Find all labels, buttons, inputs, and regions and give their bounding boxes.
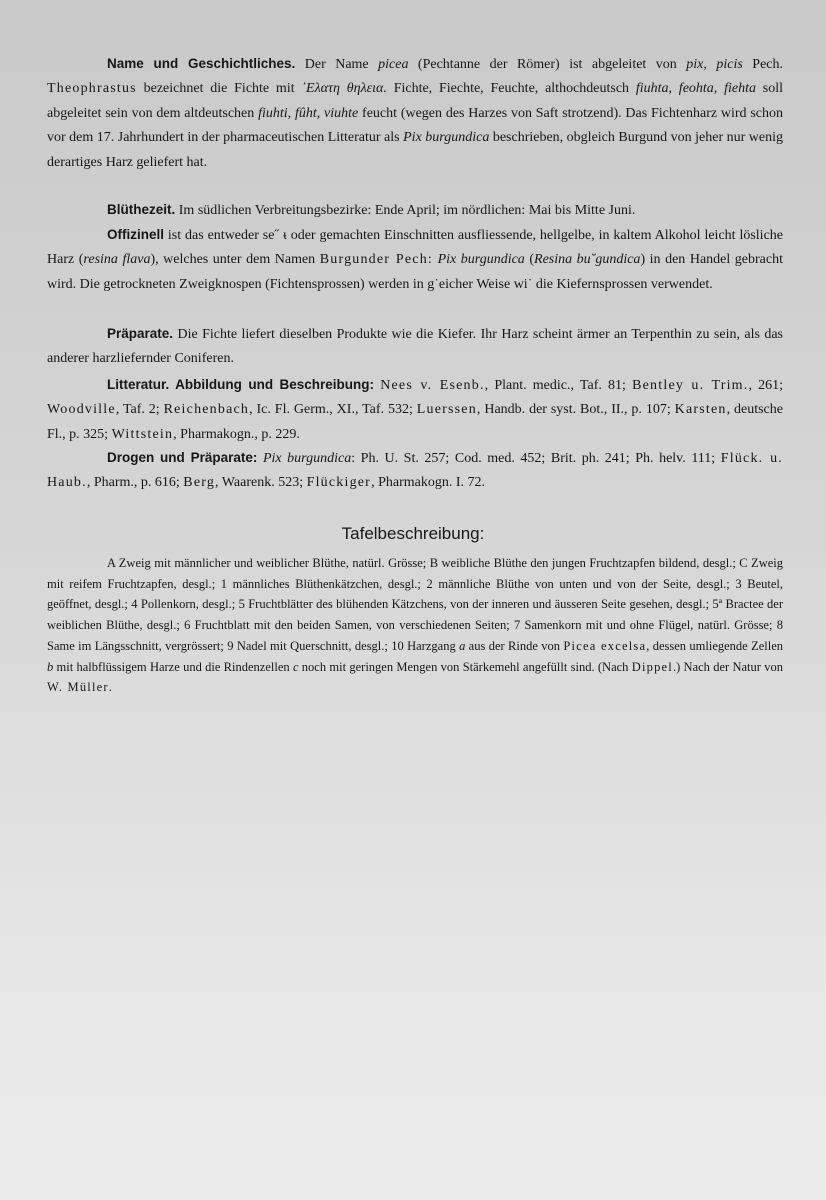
plate-description-text (47, 553, 783, 698)
italic-text-run: Pix burgundica (262, 451, 352, 466)
text-run: , Taf. 2; (115, 402, 164, 418)
spaced-name-run: Theophrastus (47, 81, 137, 97)
text-run: Der Name (295, 57, 379, 72)
text-run: , Handb. der syst. Bot., II., p. 107; (476, 402, 675, 418)
section-bluethezeit (47, 198, 783, 223)
italic-text-run: ᾿Ελατη θηλεια. (301, 81, 387, 97)
spaced-name-run: Woodville (47, 402, 116, 418)
text-run: mit halbflüssigem Harze und die Rindenzellen (53, 659, 293, 674)
text-run: soll abgeleitet sein von dem altdeutschen (47, 81, 783, 121)
section-heading: Offizinell (107, 227, 164, 242)
text-run: , Pharmakogn., p. 229. (173, 426, 300, 442)
italic-text-run: resina flava (83, 252, 151, 268)
text-run: A Zweig mit männlicher und weiblicher Blüthe, natürl. Grösse; B weibliche Blüthe den jungen Fruchtzapfen bildend, desgl.; C Zweig mit reifem Fruchtzapfen, desgl.; 1 männliches Blüthenkätzchen, desgl.; 2 männliche Blüthe von unten und von der Seite, desgl.; 3 Beutel, geöffnet, desgl.; 4 Pollenkorn, desgl.; 5 Fruchtblätter des blühenden Kätzchens, von der inneren und äusseren Seite gesehen, desgl.; 5ª Bractee der weiblichen Blüthe, desgl.; 6 Fruchtblatt mit den beiden Samen, von verschiedenen Seiten; 7 Samenkorn mit und ohne Flügel, natürl. Grösse; 8 Same im Längsschnitt, vergrössert; 9 Nadel mit Querschnitt, desgl.; 10 Harzgang (47, 556, 783, 653)
section-heading: Name und Geschichtliches. (107, 56, 296, 71)
italic-text-run: b (47, 659, 54, 674)
spaced-name-run: Flückiger (306, 475, 372, 491)
spaced-name-run: Picea excelsa (563, 638, 647, 653)
section-heading: Präparate. (107, 326, 174, 341)
spaced-name-run: Wittstein (111, 426, 174, 442)
section-heading: Drogen und Präparate: (107, 450, 258, 465)
italic-text-run: fiuhta, feohta, fiehta (635, 81, 756, 97)
italic-text-run: c (292, 659, 299, 674)
text-run: ( (524, 252, 535, 268)
section-offizinell (47, 223, 783, 297)
section-heading: Blüthezeit. (107, 202, 176, 217)
spaced-name-run: Flück. u. Haub. (47, 451, 783, 491)
text-run: beschrieben, obgleich Burgund von jeher nur wenig derartiges Harz geliefert hat. (47, 130, 784, 170)
italic-text-run: picea (378, 57, 409, 72)
text-run: .) Nach der Natur von (672, 659, 783, 674)
spaced-name-run: Nees v. Esenb. (380, 378, 485, 393)
plate-description-title: Tafelbeschreibung: (341, 524, 485, 543)
section-drogen-und-praeparate (47, 446, 783, 496)
spaced-name-run: Luerssen (416, 402, 477, 418)
text-run: ), welches unter dem Namen (150, 252, 320, 268)
text-run: Die Fichte liefert dieselben Produkte wie die Kiefer. Ihr Harz scheint ärmer an Terpenthin zu sein, als das anderer harzliefernder Coniferen. (47, 327, 783, 367)
text-run: (Pechtanne der Römer) ist abgeleitet von (408, 57, 687, 72)
text-run: Fichte, Fiechte, Feuchte, althochdeutsch (386, 81, 636, 97)
text-run: , deutsche Fl., p. 325; (47, 402, 783, 442)
italic-text-run: Pix burgundica (403, 130, 490, 146)
section-name-und-geschichtliches (47, 52, 783, 175)
spaced-name-run: Bentley u. Trim. (632, 378, 749, 393)
text-run: , dessen umliegende Zellen (646, 638, 784, 653)
italic-text-run: fiuhti, fûht, viuhte (258, 105, 359, 121)
text-run: feucht (wegen des Harzes von Saft strotzend). Das Fichtenharz wird schon vor dem 17. Jahrhundert in der pharmaceutischen Litteratur als (47, 105, 784, 146)
spaced-name-run: Berg (183, 475, 216, 491)
text-run: bezeichnet die Fichte mit (136, 81, 302, 97)
italic-text-run: pix, picis (686, 57, 743, 72)
text-run: : Ph. U. St. 257; Cod. med. 452; Brit. ph. 241; Ph. helv. 111; (351, 451, 721, 466)
section-litteratur (47, 373, 783, 447)
text-run: . (108, 680, 112, 695)
text-run: , Plant. medic., Taf. 81; (484, 378, 633, 393)
italic-text-run: a (459, 638, 466, 653)
section-praeparate (47, 322, 783, 372)
spaced-name-run: Karsten (674, 402, 727, 418)
spaced-name-run: Dippel (631, 659, 673, 674)
text-run: , Waarenk. 523; (215, 475, 307, 491)
text-run: , Pharm., p. 616; (86, 475, 184, 491)
italic-text-run: Resina bu˘gundica (534, 252, 641, 268)
text-run: Im südlichen Verbreitungsbezirke: Ende April; im nördlichen: Mai bis Mitte Juni. (175, 203, 636, 218)
text-run: , Pharmakogn. I. 72. (371, 475, 485, 491)
text-run: noch mit geringen Mengen von Stärkemehl angefüllt sind. (Nach (298, 659, 632, 674)
text-run: Pech. (742, 57, 784, 72)
text-run: ) in den Handel gebracht wird. Die getrockneten Zweigknospen (Fichtensprossen) werden in g˙eicher Weise wi˙ die Kiefernsprossen verwendet. (47, 252, 784, 292)
spaced-name-run: Burgunder Pech: (319, 252, 434, 268)
text-run: aus der Rinde von (465, 638, 564, 653)
text-run: , Ic. Fl. Germ., XI., Taf. 532; (249, 402, 417, 418)
text-run: , 261; (748, 378, 784, 393)
section-heading: Litteratur. Abbildung und Beschreibung: (107, 377, 375, 392)
spaced-name-run: Reichenbach (163, 402, 250, 418)
italic-text-run: Pix burgundica (437, 252, 525, 268)
text-run: ist das entweder se˝ ᵼ oder gemachten Einschnitten ausfliessende, hellgelbe, in kaltem Alkohol leicht lösliche Harz ( (47, 228, 783, 268)
spaced-name-run: W. Müller (47, 680, 109, 695)
